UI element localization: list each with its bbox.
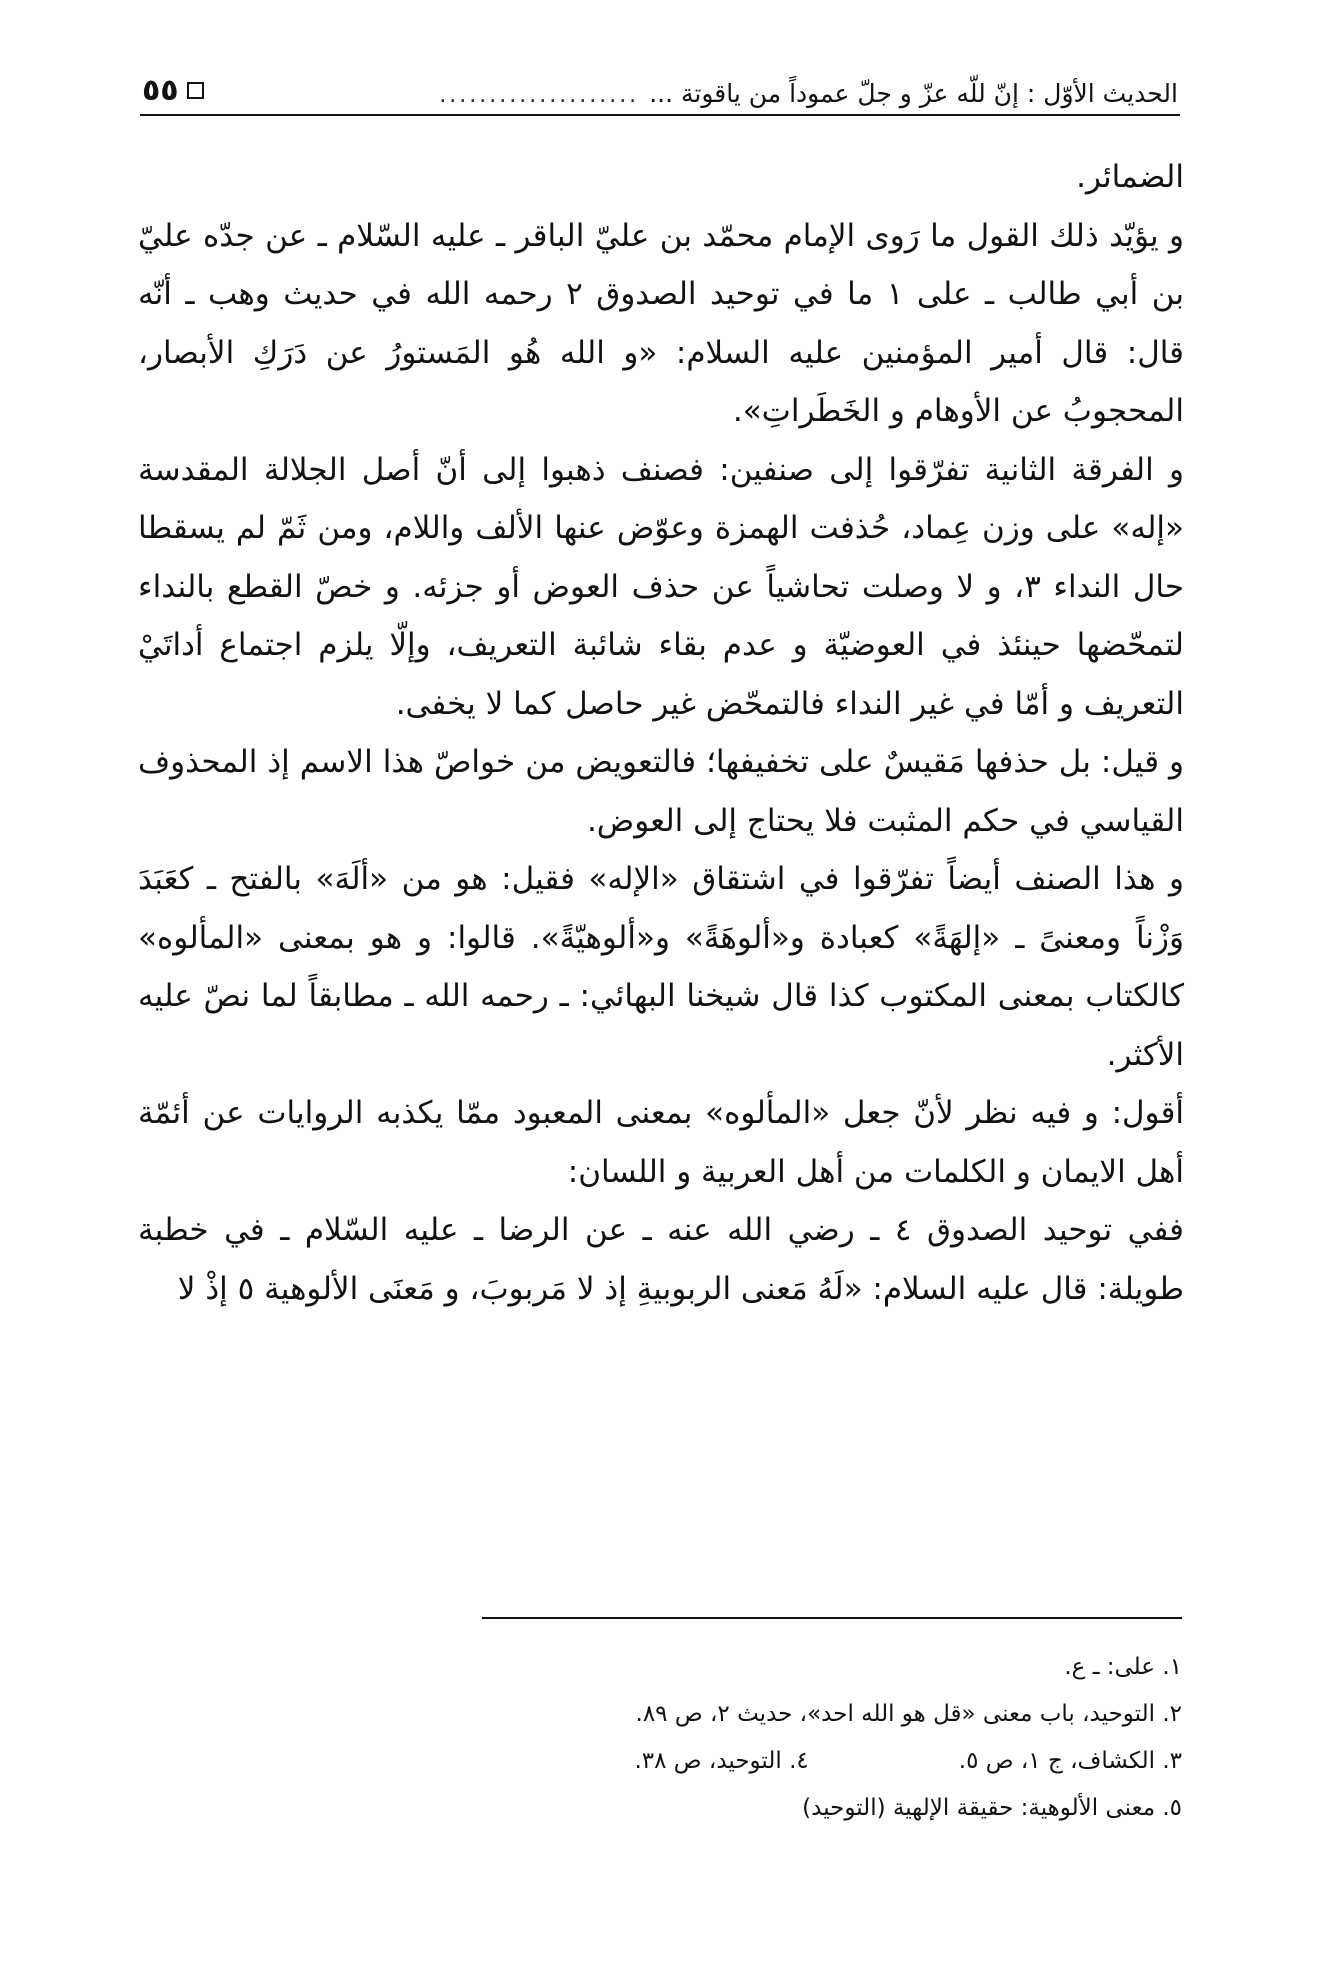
- paragraph: أقول: و فيه نظر لأنّ جعل «المألوه» بمعنى المعبود ممّا يكذبه الروايات عن أئمّة أهل الايمان و الكلمات من أهل العربية و اللسان:: [138, 1095, 1184, 1190]
- square-ornament-icon: [187, 82, 204, 99]
- paragraph: ففي توحيد الصدوق ٤ ـ رضي الله عنه ـ عن الرضا ـ عليه السّلام ـ في خطبة طويلة: قال عليه السلام: «لَهُ مَعنى الربوبيةِ إذ لا مَربوبَ، و مَعنَى الألوهية ٥ إذْ لا: [138, 1212, 1184, 1307]
- paragraph: و قيل: بل حذفها مَقيسٌ على تخفيفها؛ فالتعويض من خواصّ هذا الاسم إذ المحذوف القياسي في حكم المثبت فلا يحتاج إلى العوض.: [138, 744, 1184, 839]
- footnote-1: ١. على: ـ ع.: [1064, 1654, 1182, 1680]
- running-header-title: الحديث الأوّل : إنّ للّه عزّ و جلّ عموداً من ياقوتة ...: [649, 79, 1178, 108]
- footnote-row-3-4: [360, 1738, 1182, 1785]
- footnote-2: ٢. التوحيد، باب معنى «قل هو الله احد»، حديث ٢، ص ٨٩.: [635, 1701, 1182, 1727]
- paragraph: و الفرقة الثانية تفرّقوا إلى صنفين: فصنف ذهبوا إلى أنّ أصل الجلالة المقدسة «إله» على وزن عِماد، حُذفت الهمزة وعوّض عنها الألف واللام، ومن ثَمّ لم يسقطا حال النداء ٣، و لا وصلت تحاشياً عن حذف العوض أو جزئه. و خصّ القطع بالنداء لتمحّضها حينئذ في العوضيّة و عدم بقاء شائبة التعريف، وإلّا يلزم اجتماع أداتَيْ التعريف و أمّا في غير النداء فالتمحّض غير حاصل كما لا يخفى.: [138, 451, 1184, 722]
- header-leader-dots: ....................: [439, 83, 640, 108]
- page-number-block: [142, 73, 204, 108]
- paragraph: و يؤيّد ذلك القول ما رَوى الإمام محمّد بن عليّ الباقر ـ عليه السّلام ـ عن جدّه عليّ بن أبي طالب ـ على ١ ما في توحيد الصدوق ٢ رحمه الله في حديث وهب ـ أنّه قال: قال أمير المؤمنين عليه السلام: «و الله هُو المَستورُ عن دَرَكِ الأبصار، المحجوبُ عن الأوهام و الخَطَراتِ».: [138, 217, 1184, 429]
- footnote-4: ٤. التوحيد، ص ٣٨.: [634, 1748, 809, 1774]
- header-divider: [140, 114, 1180, 116]
- paragraph: الضمائر.: [1076, 159, 1184, 195]
- paragraph: و هذا الصنف أيضاً تفرّقوا في اشتقاق «الإله» فقيل: هو من «ألَهَ» بالفتح ـ كعَبَدَ وَزْناً ومعنىً ـ «إلهَةً» كعبادة و«ألوهَةً» و«ألوهيّةً». قالوا: و هو بمعنى «المألوه» كالكتاب بمعنى المكتوب كذا قال شيخنا البهائي: ـ رحمه الله ـ مطابقاً لما نصّ عليه الأكثر.: [138, 861, 1184, 1073]
- footnote-divider: [482, 1617, 1182, 1619]
- main-text: [138, 148, 1184, 1318]
- page-number: ٥٥: [142, 73, 179, 108]
- footnotes: [360, 1644, 1182, 1832]
- running-header: [142, 52, 1178, 108]
- footnote-5: ٥. معنى الألوهية: حقيقة الإلهية (التوحيد): [802, 1795, 1182, 1821]
- footnote-3: ٣. الكشاف، ج ١، ص ٥.: [958, 1748, 1182, 1774]
